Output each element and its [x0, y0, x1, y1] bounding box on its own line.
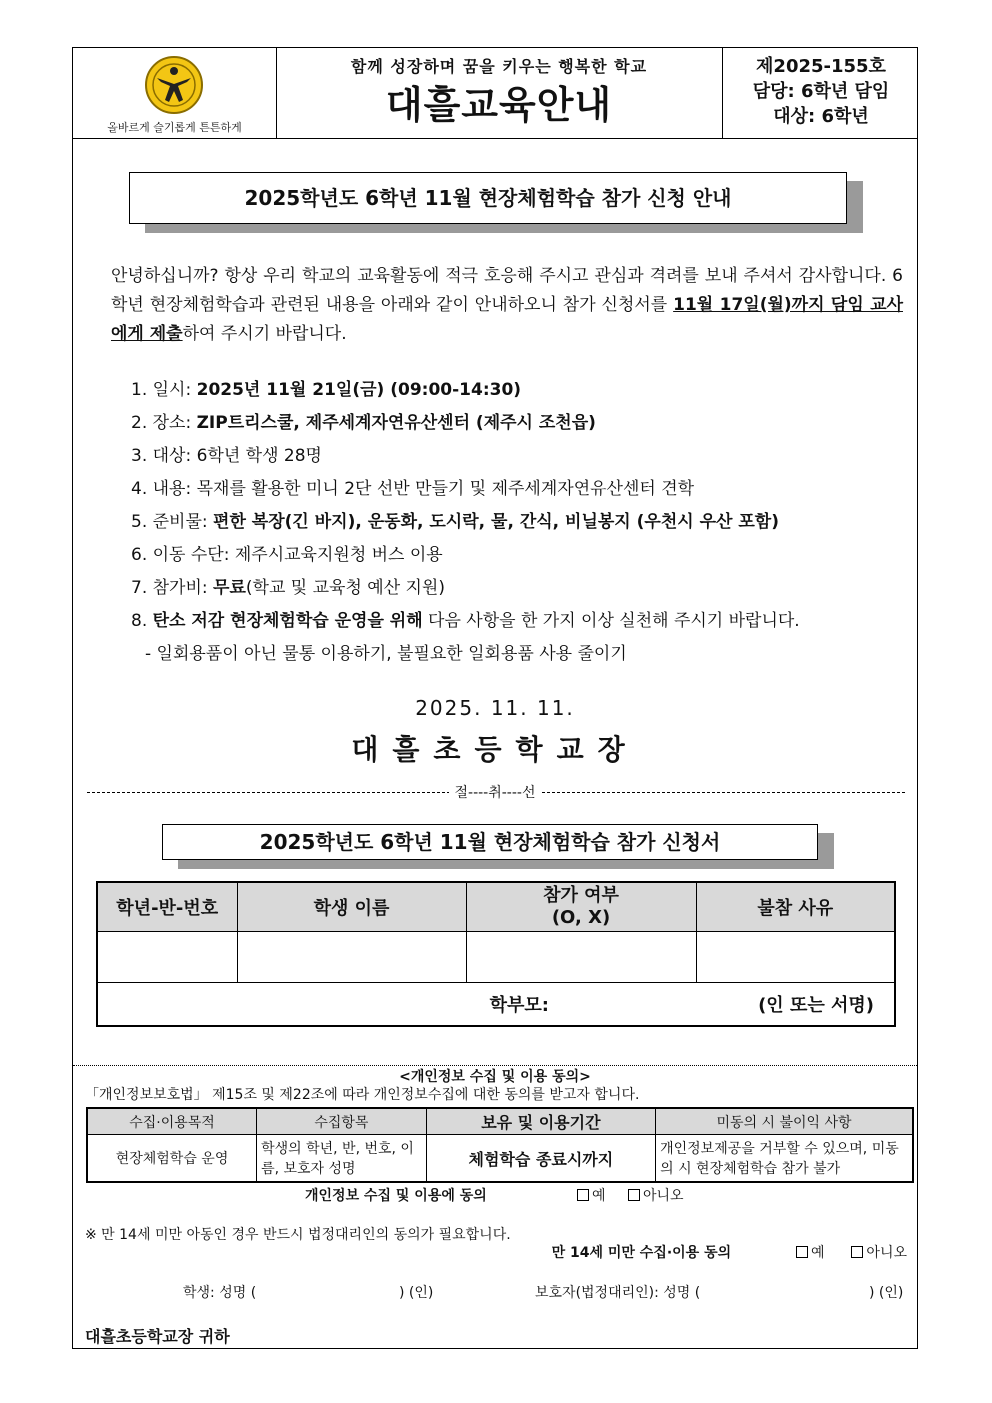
column-header: 학생 이름 — [237, 882, 466, 932]
list-item: 5. 준비물: 편한 복장(긴 바지), 운동화, 도시락, 물, 간식, 비닐봉지 (우천시 우산 포함) — [131, 512, 779, 532]
agree-yes-checkbox[interactable]: 예 — [577, 1185, 606, 1205]
intro-text-2: 하여 주시기 바랍니다. — [182, 324, 347, 344]
intro-deadline: 11월 17일(월)까지 담임 교사에게 제출 — [111, 295, 903, 344]
parent-sign-label: (인 또는 서명) — [758, 995, 874, 1016]
school-slogan: 함께 성장하며 꿈을 키우는 행복한 학교 — [350, 57, 648, 76]
target-grade: 대상: 6학년 — [773, 106, 869, 127]
application-table — [96, 881, 896, 1027]
notice-title: 2025학년도 6학년 11월 현장체험학습 참가 신청 안내 — [129, 172, 847, 224]
checkbox-icon — [628, 1189, 640, 1201]
column-header: 미동의 시 불이익 사항 — [656, 1108, 913, 1135]
parent-label: 학부모: — [489, 995, 549, 1016]
column-header: 참가 여부 (O, X) — [466, 882, 696, 932]
logo-cell — [73, 48, 277, 138]
list-item: 6. 이동 수단: 제주시교육지원청 버스 이용 — [131, 545, 443, 565]
list-item: 4. 내용: 목재를 활용한 미니 2단 선반 만들기 및 제주세계자연유산센터 견학 — [131, 479, 695, 499]
newsletter-title: 대흘교육안내 — [385, 83, 613, 127]
document-frame — [72, 47, 918, 1349]
list-item: 7. 참가비: 무료(학교 및 교육청 예산 지원) — [131, 578, 445, 598]
age-consent-row — [552, 1242, 907, 1262]
checkbox-icon — [851, 1246, 863, 1258]
info-cell — [723, 48, 919, 138]
column-header: 수집항목 — [257, 1108, 427, 1135]
attendance-field[interactable] — [466, 932, 696, 983]
application-title: 2025학년도 6학년 11월 현장체험학습 참가 신청서 — [162, 824, 818, 860]
doc-number: 제2025-155호 — [756, 56, 886, 77]
notice-items — [131, 374, 800, 671]
title-cell — [276, 48, 723, 138]
student-sign-close: ) (인) — [399, 1285, 434, 1301]
list-item: 1. 일시: 2025년 11월 21일(금) (09:00-14:30) — [131, 380, 522, 400]
age-yes-checkbox[interactable]: 예 — [796, 1245, 825, 1261]
column-header: 학년-반-번호 — [97, 882, 237, 932]
agree-no-checkbox[interactable]: 아니오 — [628, 1185, 684, 1205]
privacy-law-text: 「개인정보보호법」 제15조 및 제22조에 따라 개인정보수집에 대한 동의를 받고자 합니다. — [85, 1087, 640, 1103]
table-cell: 학생의 학년, 반, 번호, 이름, 보호자 성명 — [257, 1135, 427, 1183]
addressee: 대흘초등학교장 귀하 — [85, 1327, 230, 1346]
sub-item: - 일회용품이 아닌 물통 이용하기, 불필요한 일회용품 사용 줄이기 — [145, 644, 627, 664]
intro-text-1: 안녕하십니까? 항상 우리 학교의 교육활동에 적극 호응해 주시고 관심과 격려를 보내 주셔서 감사합니다. 6학년 현장체험학습과 관련된 내용을 아래와 같이 안내하오니 참가 신청서를 — [111, 266, 903, 315]
agree-label: 개인정보 수집 및 이용에 동의 — [305, 1188, 487, 1204]
list-item: 3. 대상: 6학년 학생 28명 — [131, 446, 322, 466]
guardian-note: ※ 만 14세 미만 아동인 경우 반드시 법정대리인의 동의가 필요합니다. — [85, 1227, 511, 1243]
notice-date: 2025. 11. 11. — [415, 696, 575, 720]
document-header — [73, 48, 917, 139]
school-emblem-icon — [143, 54, 205, 116]
intro-paragraph — [111, 262, 903, 349]
principal-signer: 대흘초등학교장 — [351, 733, 639, 766]
age-consent-label: 만 14세 미만 수집·이용 동의 — [551, 1245, 732, 1261]
table-cell: 체험학습 종료시까지 — [426, 1135, 655, 1183]
column-header: 보유 및 이용기간 — [426, 1108, 655, 1135]
guardian-sign-close: ) (인) — [869, 1285, 904, 1301]
guardian-sign-label: 보호자(법정대리인): 성명 ( — [535, 1285, 701, 1301]
student-name-field[interactable] — [237, 932, 466, 983]
list-item: 2. 장소: ZIP트리스쿨, 제주세계자연유산센터 (제주시 조천읍) — [131, 413, 596, 433]
logo-motto: 올바르게 슬기롭게 튼튼하게 — [107, 121, 242, 134]
grade-class-number-field[interactable] — [97, 932, 237, 983]
cut-label: 절----취----선 — [73, 782, 917, 802]
list-item: 8. 탄소 저감 현장체험학습 운영을 위해 다음 사항을 한 가지 이상 실천해 주시기 바랍니다. — [131, 611, 800, 631]
age-no-checkbox[interactable]: 아니오 — [851, 1245, 907, 1261]
table-cell: 현장체험학습 운영 — [87, 1135, 257, 1183]
checkbox-icon — [796, 1246, 808, 1258]
student-sign-label: 학생: 성명 ( — [183, 1285, 257, 1301]
privacy-table — [86, 1107, 914, 1183]
column-header: 수집·이용목적 — [87, 1108, 257, 1135]
table-cell: 개인정보제공을 거부할 수 있으며, 미동의 시 현장체험학습 참가 불가 — [656, 1135, 913, 1183]
column-header: 불참 사유 — [696, 882, 895, 932]
absence-reason-field[interactable] — [696, 932, 895, 983]
checkbox-icon — [577, 1189, 589, 1201]
privacy-title: <개인정보 수집 및 이용 동의> — [399, 1069, 591, 1085]
in-charge: 담당: 6학년 담임 — [752, 81, 890, 102]
parent-sign-row[interactable] — [97, 983, 895, 1027]
